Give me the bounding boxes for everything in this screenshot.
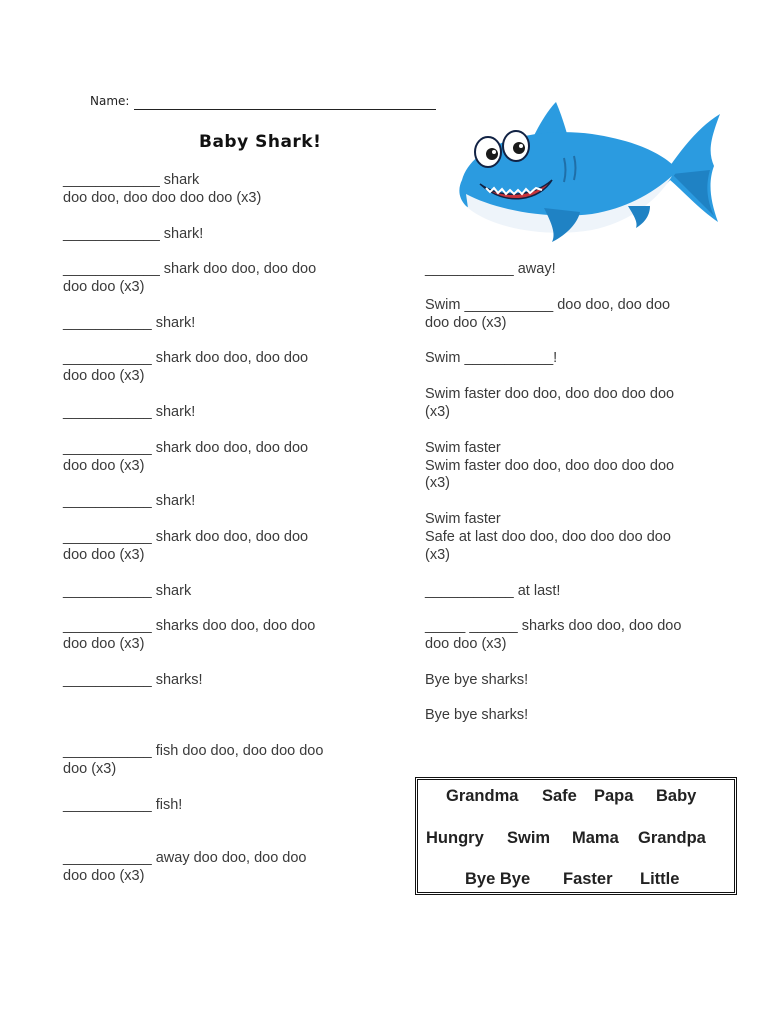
lyric-line: _____ ______ sharks doo doo, doo doo [425,618,682,634]
lyric-line: ___________ shark doo doo, doo doo [63,350,309,366]
lyric-line: ___________ away! [425,261,556,277]
lyric-line: ___________ sharks doo doo, doo doo [63,618,316,634]
lyric-line: ___________ sharks! [63,672,203,688]
lyric-line: ____________ shark! [63,226,204,242]
word-bank [415,777,737,895]
lyric-line: doo doo (x3) [63,547,145,563]
lyric-line: doo doo (x3) [63,636,145,652]
lyric-line: ____________ shark [63,172,200,188]
lyric-line: (x3) [425,547,450,563]
lyric-line: doo doo (x3) [63,868,145,884]
lyric-line: Swim faster doo doo, doo doo doo doo [425,386,675,402]
lyric-line: Swim ___________! [425,350,558,366]
word-bank-item: Grandpa [638,829,706,847]
lyric-line: doo doo, doo doo doo doo (x3) [63,190,262,206]
lyric-line: doo doo (x3) [63,368,145,384]
lyric-line: ___________ shark doo doo, doo doo [63,440,309,456]
lyric-line: ___________ fish! [63,797,183,813]
lyric-line: (x3) [425,404,450,420]
lyric-line: ___________ shark! [63,404,196,420]
lyric-line: doo doo (x3) [425,636,507,652]
lyric-line: Safe at last doo doo, doo doo doo doo [425,529,671,545]
word-bank-item: Hungry [426,829,484,847]
word-bank-item: Mama [572,829,619,847]
lyric-line: Bye bye sharks! [425,707,529,723]
lyric-line: ___________ shark! [63,315,196,331]
lyric-line: doo doo (x3) [425,315,507,331]
lyric-line: (x3) [425,475,450,491]
lyric-line: Swim faster doo doo, doo doo doo doo [425,458,675,474]
cartoon-shark-icon [452,96,724,242]
word-bank-item: Grandma [446,787,519,805]
name-label: Name: [90,94,130,108]
lyric-line: doo doo (x3) [63,279,145,295]
word-bank-item: Little [640,870,680,888]
name-field[interactable] [134,109,436,110]
lyric-line: doo doo (x3) [63,458,145,474]
word-bank-item: Faster [563,870,613,888]
lyric-line: Bye bye sharks! [425,672,529,688]
lyric-line: ___________ at last! [425,583,561,599]
lyric-line: ___________ away doo doo, doo doo [63,850,307,866]
word-bank-item: Swim [507,829,551,847]
lyric-line: ___________ shark! [63,493,196,509]
lyric-line: ___________ shark doo doo, doo doo [63,529,309,545]
word-bank-item: Baby [656,787,697,805]
lyric-line: ___________ shark [63,583,192,599]
lyric-line: ____________ shark doo doo, doo doo [63,261,317,277]
word-bank-item: Papa [594,787,634,805]
lyric-line: Swim ___________ doo doo, doo doo [425,297,671,313]
page-title: Baby Shark! [199,132,322,152]
word-bank-item: Bye Bye [465,870,531,888]
lyric-line: doo (x3) [63,761,117,777]
word-bank-item: Safe [542,787,577,805]
lyric-line: Swim faster [425,440,501,456]
lyric-line: Swim faster [425,511,501,527]
lyric-line: ___________ fish doo doo, doo doo doo [63,743,324,759]
